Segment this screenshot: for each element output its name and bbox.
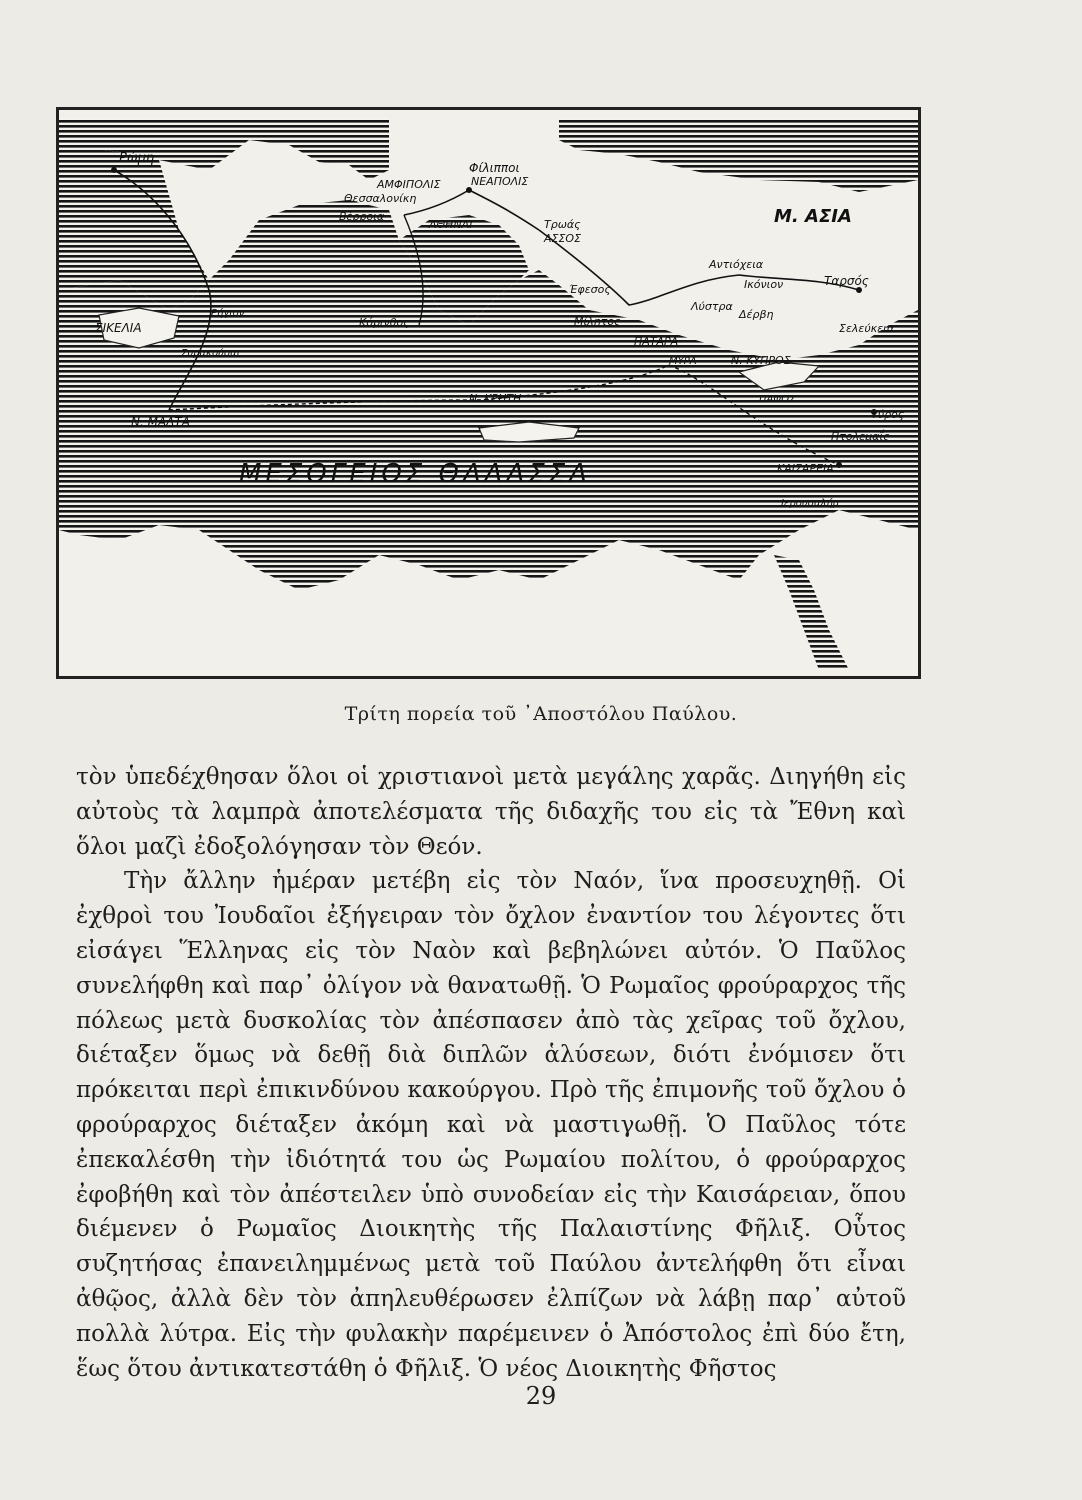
map-label-rhegium: Ρήγιον: [211, 308, 245, 319]
map-label-philippi: Φίλιπποι: [469, 161, 520, 175]
map-label-iconium: Ικόνιον: [744, 278, 784, 291]
map-label-tarsus: Ταρσός: [824, 274, 869, 288]
map-label-amphipolis: ΑΜΦΙΠΟΛΙΣ: [377, 178, 441, 191]
map-label-malta: Ν. ΜΑΛΤΑ: [131, 415, 190, 429]
rome-dot: [111, 167, 117, 173]
map-label-myra: ΜΥΡΑ: [669, 356, 697, 367]
map-label-lystra: Λύστρα: [691, 300, 733, 313]
map-label-paphos: ΠΑΦΟΣ: [759, 394, 796, 405]
map-label-veroia: Βέρροια: [339, 210, 385, 223]
north-sea-area-hatch: [59, 148, 209, 310]
map-label-troas: Τρωάς: [544, 218, 581, 231]
map-label-caesarea: ΚΑΙΣΑΡΕΙΑ: [777, 462, 834, 475]
paragraph-2: Τὴν ἄλλην ἡμέραν μετέβη εἰς τὸν Ναόν, ἵνα προσευχηθῇ. Οἱ ἐχθροὶ του Ἰουδαῖοι ἐξήγειραν τὸν ὄχλον ἐναντίον του λέγοντες ὅτι εἰσάγει Ἕλληνας εἰς τὸν Ναὸν καὶ βεβηλώνει αὐτόν. Ὁ Παῦλος συνελήφθη καὶ παρ᾿ ὀλίγον νὰ θανατωθῇ. Ὁ Ρωμαῖος φρούραρχος τῆς πόλεως μετὰ δυσκολίας τὸν ἀπέσπασεν ἀπὸ τὰς χεῖρας τοῦ ὄχλου, διέταξεν ὅμως νὰ δεθῇ διὰ διπλῶν ἁλύσεων, διότι ἐνόμισεν ὅτι πρόκειται περὶ ἐπικινδύνου κακούργου. Πρὸ τῆς ἐπιμονῆς τοῦ ὄχλου ὁ φρούραρχος διέταξεν ἀκόμη καὶ νὰ μαστιγωθῇ. Ὁ Παῦλος τότε ἐπεκαλέσθη τὴν ἰδιότητά του ὡς Ρωμαίου πολίτου, ὁ φρούραρχος ἐφοβήθη καὶ τὸν ἀπέστειλεν ὑπὸ συνοδείαν εἰς τὴν Καισάρειαν, ὅπου διέμενεν ὁ Ρωμαῖος Διοικητὴς τῆς Παλαιστίνης Φῆλιξ. Οὗτος συζητήσας ἐπανειλημμένως μετὰ τοῦ Παύλου ἀντελήφθη ὅτι εἶναι ἀθῷος, ἀλλὰ δὲν τὸν ἀπηλευθέρωσεν ἐλπίζων νὰ λάβῃ παρ᾿ αὐτοῦ πολλὰ λύτρα. Εἰς τὴν φυλακὴν παρέμεινεν ὁ Ἀπόστολος ἐπὶ δύο ἔτη, ἕως ὅτου ἀντικατεστάθη ὁ Φῆλιξ. Ὁ νέος Διοικητὴς Φῆστος: [76, 868, 906, 1382]
map-label-ptolemais: Πτολεμαΐς: [831, 430, 890, 443]
map-label-patara: ΠΑΤΑΡΑ: [634, 335, 679, 348]
map-label-cyprus: Ν. ΚΥΠΡΟΣ: [731, 354, 791, 367]
map-label-derbe: Δέρβη: [739, 308, 774, 321]
map-label-miletus: Μίλητος: [574, 315, 621, 328]
journey-map: [56, 107, 921, 679]
map-label-seleucia: Σελεύκεια: [839, 322, 895, 335]
map-label-syracuse: Συρακούσαι: [181, 348, 241, 359]
map-label-rome: Ρώμη: [119, 151, 155, 166]
map-label-sea: ΜΕΣΟΓΕΙΟΣ ΘΑΛΑΣΣΑ: [239, 459, 591, 489]
paragraph-1: τὸν ὑπεδέχθησαν ὅλοι οἱ χριστιανοὶ μετὰ μεγάλης χαρᾶς. Διηγήθη εἰς αὐτοὺς τὰ λαμπρὰ ἀποτελέσματα τῆς διδαχῆς του εἰς τὰ Ἔθνη καὶ ὅλοι μαζὶ ἐδοξολόγησαν τὸν Θεόν.: [76, 764, 906, 860]
red-sea-hatch: [774, 555, 849, 670]
map-label-assos: ΑΣΣΟΣ: [544, 232, 582, 245]
black-sea-hatch: [559, 118, 918, 192]
map-drawing: [59, 110, 918, 676]
map-label-crete: Ν. ΚΡΗΤΗ: [469, 392, 522, 405]
map-label-ephesus: Έφεσος: [569, 283, 611, 296]
map-label-neapolis: ΝΕΑΠΟΛΙΣ: [471, 175, 529, 188]
map-label-thessaloniki: Θεσσαλονίκη: [344, 192, 417, 205]
body-text: [76, 760, 906, 1386]
map-label-corinth: Κόρινθος: [359, 316, 410, 329]
map-caption: Τρίτη πορεία τοῦ ᾿Αποστόλου Παύλου.: [344, 703, 738, 725]
map-label-asia-minor: Μ. ΑΣΙΑ: [774, 206, 852, 227]
map-label-antioch: Αντιόχεια: [709, 258, 764, 271]
map-label-athens: ΑΘΗΝΑΙ: [429, 218, 473, 231]
caesarea-dot: [836, 462, 842, 468]
map-label-sicily: ΣΙΚΕΛΙΑ: [95, 321, 142, 335]
page-number: 29: [525, 1382, 557, 1410]
map-label-jerusalem: Ιερουσαλήμ: [781, 498, 840, 509]
map-label-tyre: Τύρος: [871, 408, 905, 421]
